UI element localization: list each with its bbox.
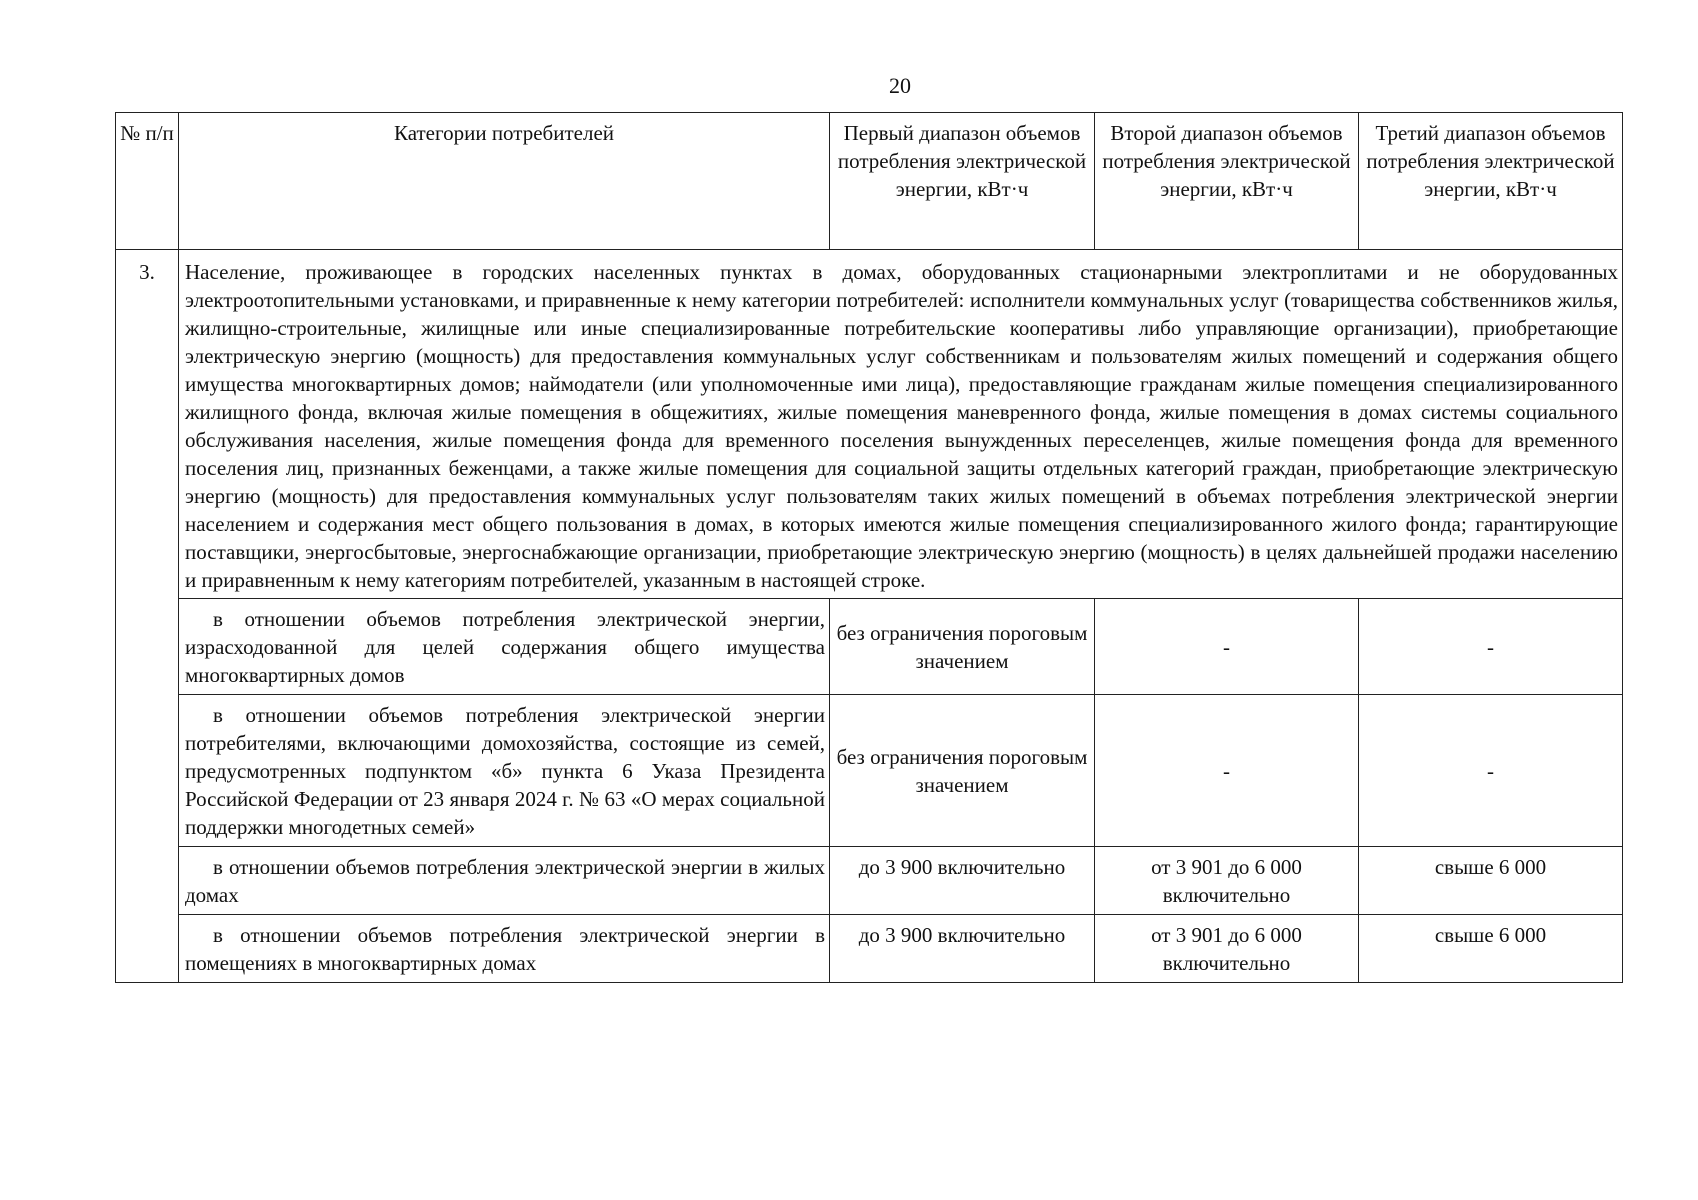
subrow-range2: - <box>1095 599 1359 695</box>
subrow-range3: - <box>1359 695 1623 847</box>
table-row <box>116 847 1623 915</box>
row-number-cell <box>116 250 179 983</box>
subrow-range3: свыше 6 000 <box>1359 915 1623 983</box>
table-header-row <box>116 113 1623 250</box>
subrow-category: в отношении объемов потребления электрической энергии в помещениях в многоквартирных домах <box>179 915 830 983</box>
header-range2-label: Второй диапазон объемов потребления электрической энергии, кВт·ч <box>1102 121 1351 201</box>
subrow-range2: - <box>1095 695 1359 847</box>
tariff-table <box>115 112 1623 983</box>
header-range3 <box>1359 113 1623 250</box>
subrow-category: в отношении объемов потребления электрической энергии в жилых домах <box>179 847 830 915</box>
table-row <box>116 250 1623 599</box>
subrow-range2: от 3 901 до 6 000 включительно <box>1095 915 1359 983</box>
header-number <box>116 113 179 250</box>
table-row <box>116 599 1623 695</box>
page-number: 20 <box>889 73 911 98</box>
header-range2 <box>1095 113 1359 250</box>
subrow-category: в отношении объемов потребления электрической энергии, израсходованной для целей содержания общего имущества многоквартирных домов <box>179 599 830 695</box>
header-number-label: № п/п <box>120 121 174 145</box>
header-range3-label: Третий диапазон объемов потребления электрической энергии, кВт·ч <box>1366 121 1615 201</box>
subrow-range3: - <box>1359 599 1623 695</box>
subrow-range1: без ограничения пороговым значением <box>830 695 1095 847</box>
subrow-category: в отношении объемов потребления электрической энергии потребителями, включающими домохозяйства, состоящие из семей, предусмотренных подпунктом «б» пункта 6 Указа Президента Российской Федерации от 23 января 2024 г. № 63 «О мерах социальной поддержки многодетных семей» <box>179 695 830 847</box>
header-range1 <box>830 113 1095 250</box>
table-row <box>116 695 1623 847</box>
subrow-range1: без ограничения пороговым значением <box>830 599 1095 695</box>
subrow-range3: свыше 6 000 <box>1359 847 1623 915</box>
category-description: Население, проживающее в городских населенных пунктах в домах, оборудованных стационарными электроплитами и не оборудованных электроотопительными установками, и приравненные к нему категории потребителей: исполнители коммунальных услуг (товарищества собственников жилья, жилищно-строительные, жилищные или иные специализированные потребительские кооперативы либо управляющие организации), приобретающие электрическую энергию (мощность) для предоставления коммунальных услуг собственникам и пользователям жилых помещений и содержания общего имущества многоквартирных домов; наймодатели (или уполномоченные ими лица), предоставляющие гражданам жилые помещения специализированного жилищного фонда, включая жилые помещения в общежитиях, жилые помещения маневренного фонда, жилые помещения в домах системы социального обслуживания населения, жилые помещения фонда для временного поселения вынужденных переселенцев, жилые помещения фонда для временного поселения лиц, признанных беженцами, а также жилые помещения для социальной защиты отдельных категорий граждан, приобретающие электрическую энергию (мощность) для предоставления коммунальных услуг пользователям таких жилых помещений в объемах потребления электрической энергии населением и содержания мест общего пользования в домах, в которых имеются жилые помещения специализированного жилого фонда; гарантирующие поставщики, энергосбытовые, энергоснабжающие организации, приобретающие электрическую энергию (мощность) в целях дальнейшей продажи населению и приравненным к нему категориям потребителей, указанным в настоящей строке. <box>179 250 1623 599</box>
table-row <box>116 915 1623 983</box>
header-range1-label: Первый диапазон объемов потребления электрической энергии, кВт·ч <box>837 121 1087 201</box>
subrow-range1: до 3 900 включительно <box>830 847 1095 915</box>
row-number: 3. <box>139 260 155 284</box>
header-category-label: Категории потребителей <box>394 121 614 145</box>
header-category <box>179 113 830 250</box>
subrow-range1: до 3 900 включительно <box>830 915 1095 983</box>
subrow-range2: от 3 901 до 6 000 включительно <box>1095 847 1359 915</box>
